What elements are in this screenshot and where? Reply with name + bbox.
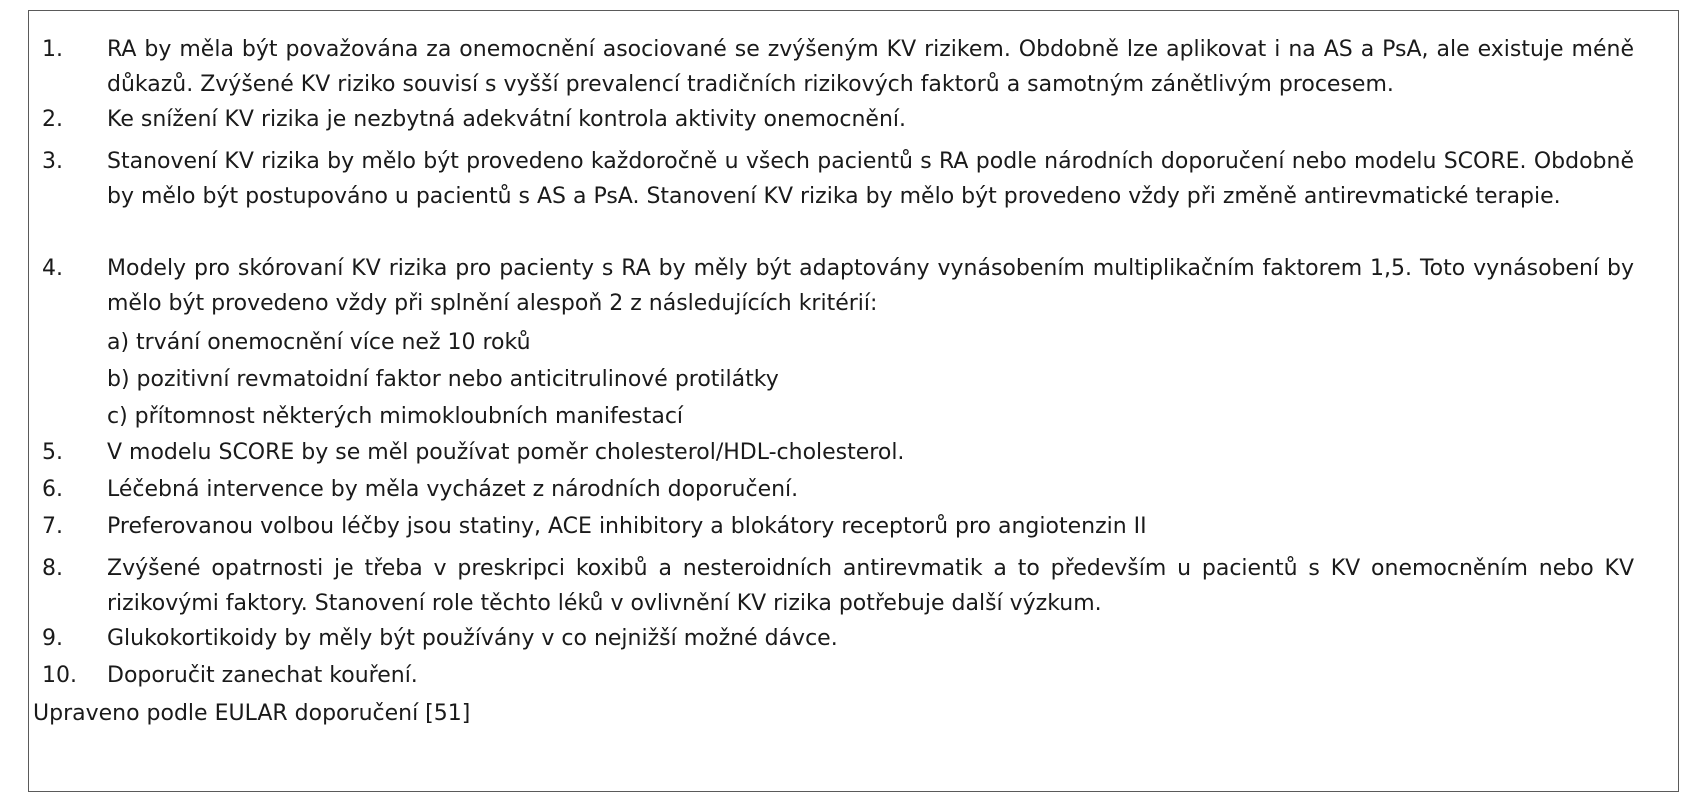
recommendations-table-frame [28,10,1679,792]
item-text: Ke snížení KV rizika je nezbytná adekvátní kontrola aktivity onemocnění. [107,107,906,132]
criterion-a: a) trvání onemocnění více než 10 roků [107,330,531,355]
item-text: V modelu SCORE by se měl používat poměr cholesterol/HDL-cholesterol. [107,440,905,465]
item-text: Zvýšené opatrnosti je třeba v preskripci koxibů a nesteroidních antirevmatik a to především u pacientů s KV onemocněním nebo KV rizikovými faktory. Stanovení role těchto léků v ovlivnění KV rizika potřebuje další výzkum. [107,556,1634,616]
item-number: 8. [42,556,63,581]
source-note: Upraveno podle EULAR doporučení [51] [33,701,471,726]
item-number: 9. [42,626,63,651]
item-number: 4. [42,256,63,281]
item-text: Glukokortikoidy by měly být používány v co nejnižší možné dávce. [107,626,838,651]
item-text: Doporučit zanechat kouření. [107,663,418,688]
item-text: Stanovení KV rizika by mělo být provedeno každoročně u všech pacientů s RA podle národních doporučení nebo modelu SCORE. Obdobně by mělo být postupováno u pacientů s AS a PsA. Stanovení KV rizika by mělo být provedeno vždy při změně antirevmatické terapie. [107,149,1634,209]
item-number: 10. [42,663,77,688]
criterion-c: c) přítomnost některých mimokloubních manifestací [107,404,684,429]
item-text: Léčebná intervence by měla vycházet z národních doporučení. [107,477,799,502]
item-text: Preferovanou volbou léčby jsou statiny, ACE inhibitory a blokátory receptorů pro angiotenzin II [107,514,1147,539]
item-number: 3. [42,149,63,174]
item-text: RA by měla být považována za onemocnění asociované se zvýšeným KV rizikem. Obdobně lze aplikovat i na AS a PsA, ale existuje méně důkazů. Zvýšené KV riziko souvisí s vyšší prevalencí tradičních rizikových faktorů a samotným zánětlivým procesem. [107,37,1634,97]
item-number: 5. [42,440,63,465]
item-number: 6. [42,477,63,502]
item-number: 1. [42,37,63,62]
item-text: Modely pro skórovaní KV rizika pro pacienty s RA by měly být adaptovány vynásobením multiplikačním faktorem 1,5. Toto vynásobení by mělo být provedeno vždy při splnění alespoň 2 z následujících kritérií: [107,256,1634,316]
criterion-b: b) pozitivní revmatoidní faktor nebo anticitrulinové protilátky [107,367,779,392]
item-number: 2. [42,107,63,132]
item-number: 7. [42,514,63,539]
